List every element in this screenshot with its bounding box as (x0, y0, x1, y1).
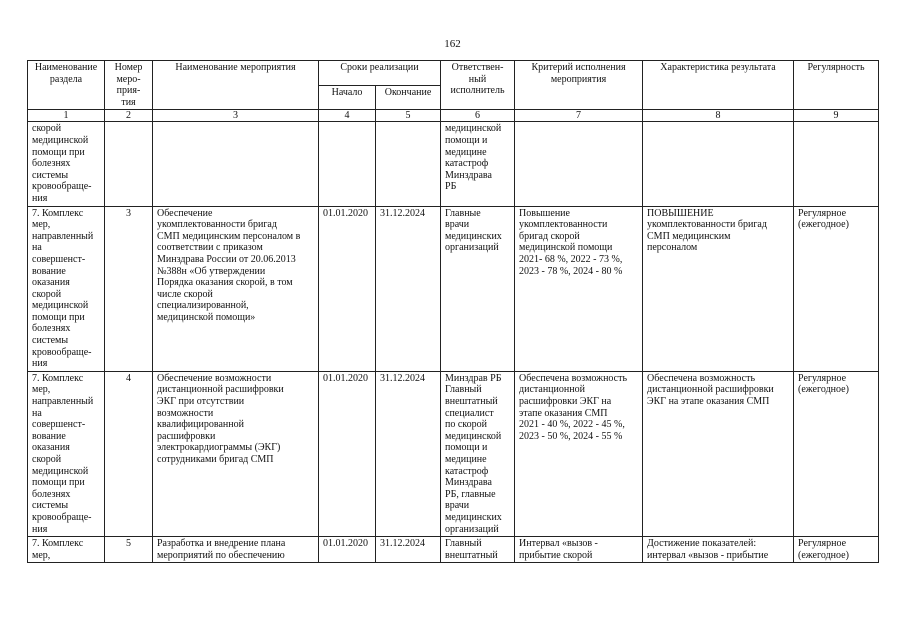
cell-end: 31.12.2024 (376, 537, 441, 563)
cell-section: 7. Комплекс мер, направленный на совершенст- вование оказания скорой медицинской помощи при болезнях системы кровообраще- ния (28, 371, 105, 536)
cell-section: 7. Комплекс мер, направленный на совершенст- вование оказания скорой медицинской помощи при болезнях системы кровообраще- ния (28, 206, 105, 371)
cell-start: 01.01.2020 (319, 537, 376, 563)
cell-start: 01.01.2020 (319, 206, 376, 371)
cell-start: 01.01.2020 (319, 371, 376, 536)
header-implementation-period: Сроки реализации (319, 61, 441, 86)
header-section-name: Наименование раздела (28, 61, 105, 110)
cell-criterion: Повышение укомплектованности бригад скорой медицинской помощи 2021- 68 %, 2022 - 73 %, 2023 - 78 %, 2024 - 80 % (515, 206, 643, 371)
cell-number: 3 (105, 206, 153, 371)
column-number: 7 (515, 110, 643, 122)
column-number: 3 (153, 110, 319, 122)
cell-start (319, 122, 376, 206)
cell-responsible: Главный внештатный (441, 537, 515, 563)
column-number: 8 (643, 110, 794, 122)
column-number: 9 (794, 110, 879, 122)
cell-end (376, 122, 441, 206)
table-row (28, 537, 879, 563)
cell-regularity: Регулярное (ежегодное) (794, 537, 879, 563)
page-number: 162 (444, 38, 461, 50)
column-number: 1 (28, 110, 105, 122)
cell-end: 31.12.2024 (376, 371, 441, 536)
header-row (28, 61, 879, 86)
cell-regularity (794, 122, 879, 206)
header-result: Характеристика результата (643, 61, 794, 110)
cell-criterion: Обеспечена возможность дистанционной расшифровки ЭКГ на этапе оказания СМП 2021 - 40 %, 2022 - 45 %, 2023 - 50 %, 2024 - 55 % (515, 371, 643, 536)
cell-section: 7. Комплекс мер, (28, 537, 105, 563)
cell-result: ПОВЫШЕНИЕ укомплектованности бригад СМП медицинским персоналом (643, 206, 794, 371)
cell-number: 5 (105, 537, 153, 563)
cell-number (105, 122, 153, 206)
column-number: 6 (441, 110, 515, 122)
table-row (28, 371, 879, 536)
header-activity-number: Номер меро- прия- тия (105, 61, 153, 110)
cell-section: скорой медицинской помощи при болезнях системы кровообраще- ния (28, 122, 105, 206)
cell-criterion (515, 122, 643, 206)
cell-activity: Разработка и внедрение плана мероприятий по обеспечению (153, 537, 319, 563)
header-activity-name: Наименование мероприятия (153, 61, 319, 110)
column-number-row (28, 110, 879, 122)
cell-responsible: Минздрав РБ Главный внештатный специалист по скорой медицинской помощи и медицине катастроф Минздрава РБ, главные врачи медицинских организаций (441, 371, 515, 536)
header-regularity: Регулярность (794, 61, 879, 110)
cell-responsible: Главные врачи медицинских организаций (441, 206, 515, 371)
header-criterion: Критерий исполнения мероприятия (515, 61, 643, 110)
cell-result: Достижение показателей: интервал «вызов - прибытие (643, 537, 794, 563)
header-start: Начало (319, 85, 376, 110)
column-number: 2 (105, 110, 153, 122)
cell-criterion: Интервал «вызов - прибытие скорой (515, 537, 643, 563)
table-row (28, 122, 879, 206)
table-row (28, 206, 879, 371)
cell-result: Обеспечена возможность дистанционной расшифровки ЭКГ на этапе оказания СМП (643, 371, 794, 536)
cell-regularity: Регулярное (ежегодное) (794, 371, 879, 536)
cell-activity (153, 122, 319, 206)
activities-table (27, 60, 879, 563)
cell-regularity: Регулярное (ежегодное) (794, 206, 879, 371)
column-number: 5 (376, 110, 441, 122)
header-end: Окончание (376, 85, 441, 110)
cell-number: 4 (105, 371, 153, 536)
cell-result (643, 122, 794, 206)
cell-activity: Обеспечение возможности дистанционной расшифровки ЭКГ при отсутствии возможности квалифицированной расшифровки электрокардиограммы (ЭКГ) сотрудниками бригад СМП (153, 371, 319, 536)
cell-end: 31.12.2024 (376, 206, 441, 371)
header-responsible: Ответствен- ный исполнитель (441, 61, 515, 110)
column-number: 4 (319, 110, 376, 122)
cell-responsible: медицинской помощи и медицине катастроф Минздрава РБ (441, 122, 515, 206)
cell-activity: Обеспечение укомплектованности бригад СМП медицинским персоналом в соответствии с приказом Минздрава России от 20.06.2013 №388н «Об утверждении Порядка оказания скорой, в том числе скорой специализированной, медицинской помощи» (153, 206, 319, 371)
